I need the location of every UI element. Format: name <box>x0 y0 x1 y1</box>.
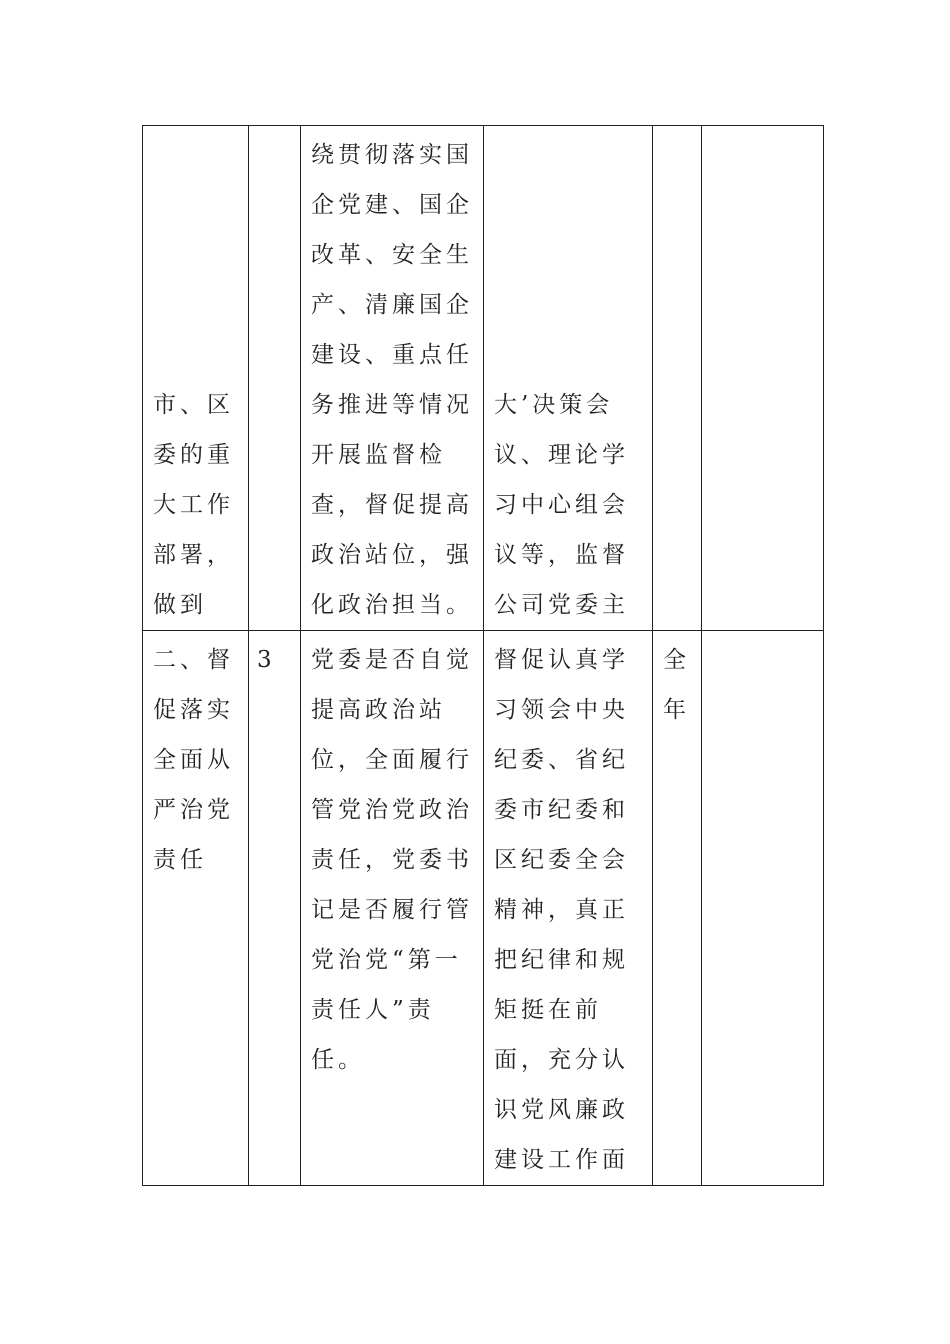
text-line: 责任，党委书 <box>311 847 473 873</box>
text-line: 矩挺在前 <box>494 997 602 1023</box>
measures-text <box>484 380 652 630</box>
cell-remarks <box>702 631 824 1186</box>
text-line: 提高政治站 <box>311 697 446 723</box>
text-line: 务推进等情况 <box>311 392 473 418</box>
supervision-table <box>142 125 824 1186</box>
text-line: 识党风廉政 <box>494 1097 629 1123</box>
score-text: 3 <box>257 647 276 673</box>
text-line: 督促认真学 <box>494 647 629 673</box>
text-line: 纪委、省纪 <box>494 747 629 773</box>
text-line: 面，充分认 <box>494 1047 629 1073</box>
text-line: 党治党“第一 <box>311 947 462 973</box>
text-line: 议等，监督 <box>494 542 629 568</box>
text-line: 部署， <box>153 542 234 568</box>
text-line: 责任人”责 <box>311 997 435 1023</box>
text-line: 年 <box>663 697 690 723</box>
content-text <box>301 631 483 1085</box>
text-line: 绕贯彻落实国 <box>311 142 473 168</box>
text-line: 大工作 <box>153 492 234 518</box>
text-line: 习领会中央 <box>494 697 629 723</box>
task-category-text <box>143 380 248 630</box>
text-line: 建设工作面 <box>494 1147 629 1173</box>
cell-measures <box>484 631 653 1186</box>
text-line: 建设、重点任 <box>311 342 473 368</box>
text-line: 精神，真正 <box>494 897 629 923</box>
text-line: 全面从 <box>153 747 234 773</box>
text-line: 查，督促提高 <box>311 492 473 518</box>
text-line: 全 <box>663 647 690 673</box>
text-line: 做到 <box>153 592 207 618</box>
cell-period <box>653 126 702 631</box>
text-line: 把纪律和规 <box>494 947 629 973</box>
text-line: 委的重 <box>153 442 234 468</box>
text-line: 议、理论学 <box>494 442 629 468</box>
text-line: 习中心组会 <box>494 492 629 518</box>
cell-score <box>249 126 301 631</box>
cell-content <box>301 631 484 1186</box>
cell-content <box>301 126 484 631</box>
text-line: 位，全面履行 <box>311 747 473 773</box>
text-line: 开展监督检 <box>311 442 446 468</box>
text-line: 记是否履行管 <box>311 897 473 923</box>
text-line: 任。 <box>311 1047 365 1073</box>
text-line: 大’决策会 <box>494 392 614 418</box>
measures-text <box>484 631 652 1185</box>
text-line: 二、督 <box>153 647 234 673</box>
table-row <box>143 126 824 631</box>
text-line: 市、区 <box>153 392 234 418</box>
text-line: 促落实 <box>153 697 234 723</box>
content-text <box>301 126 483 630</box>
cell-measures <box>484 126 653 631</box>
cell-task-category <box>143 126 249 631</box>
cell-period <box>653 631 702 1186</box>
text-line: 管党治党政治 <box>311 797 473 823</box>
cell-score <box>249 631 301 1186</box>
table-row <box>143 631 824 1186</box>
text-line: 改革、安全生 <box>311 242 473 268</box>
text-line: 委市纪委和 <box>494 797 629 823</box>
text-line: 党委是否自觉 <box>311 647 473 673</box>
cell-task-category <box>143 631 249 1186</box>
text-line: 企党建、国企 <box>311 192 473 218</box>
text-line: 产、清廉国企 <box>311 292 473 318</box>
period-text <box>653 631 701 735</box>
text-line: 严治党 <box>153 797 234 823</box>
text-line: 责任 <box>153 847 207 873</box>
text-line: 区纪委全会 <box>494 847 629 873</box>
text-line: 化政治担当。 <box>311 592 473 618</box>
text-line: 公司党委主 <box>494 592 629 618</box>
task-category-text <box>143 631 248 885</box>
cell-remarks <box>702 126 824 631</box>
text-line: 政治站位，强 <box>311 542 473 568</box>
